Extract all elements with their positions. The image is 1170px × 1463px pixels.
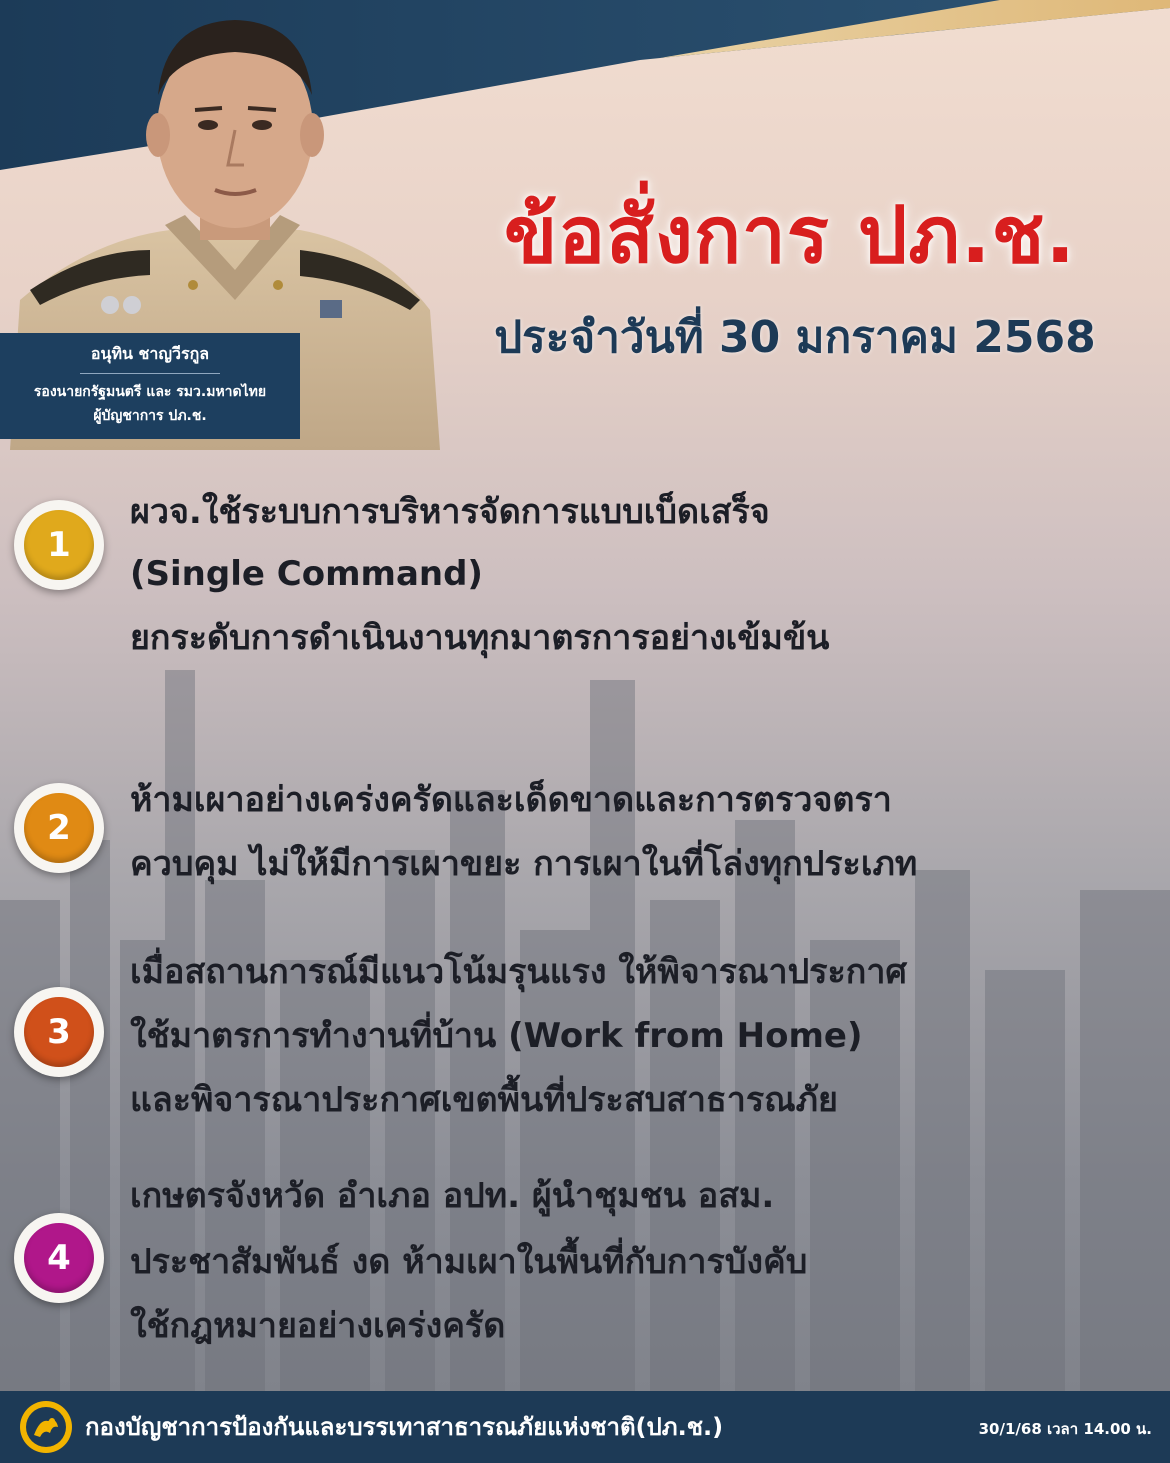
directive-line: และพิจารณาประกาศเขตพื้นที่ประสบสาธารณภัย bbox=[130, 1080, 838, 1120]
page-title: ข้อสั่งการ ปภ.ช. bbox=[503, 191, 1077, 281]
footer-organization: กองบัญชาการป้องกันและบรรเทาสาธารณภัยแห่งชาติ(ปภ.ช.) bbox=[85, 1413, 724, 1441]
official-caption bbox=[0, 333, 300, 439]
directive-line: ผวจ.ใช้ระบบการบริหารจัดการแบบเบ็ดเสร็จ bbox=[130, 492, 770, 532]
directive-line: ควบคุม ไม่ให้มีการเผาขยะ การเผาในที่โล่งทุกประเภท bbox=[130, 844, 918, 884]
footer-timestamp: 30/1/68 เวลา 14.00 น. bbox=[978, 1420, 1152, 1438]
number-badge bbox=[14, 783, 104, 873]
directive-line: ห้ามเผาอย่างเคร่งครัดและเด็ดขาดและการตรวจตรา bbox=[130, 780, 892, 820]
footer-bar bbox=[0, 1391, 1170, 1463]
number-badge bbox=[14, 1213, 104, 1303]
dpm-seal-icon bbox=[18, 1399, 74, 1455]
caption-divider bbox=[80, 373, 220, 374]
badge-number: 4 bbox=[24, 1223, 94, 1293]
official-name: อนุทิน ชาญวีรกูล bbox=[90, 344, 210, 363]
number-badge bbox=[14, 987, 104, 1077]
badge-number: 2 bbox=[24, 793, 94, 863]
directive-line: ประชาสัมพันธ์ งด ห้ามเผาในพื้นที่กับการบังคับ bbox=[130, 1242, 808, 1282]
directive-line: ใช้มาตรการทำงานที่บ้าน (Work from Home) bbox=[130, 1016, 863, 1056]
badge-number: 3 bbox=[24, 997, 94, 1067]
directive-line: (Single Command) bbox=[130, 554, 483, 594]
number-badge bbox=[14, 500, 104, 590]
directive-line: ยกระดับการดำเนินงานทุกมาตรการอย่างเข้มข้น bbox=[130, 618, 830, 658]
directive-line: ใช้กฎหมายอย่างเคร่งครัด bbox=[130, 1306, 506, 1346]
page-subtitle: ประจำวันที่ 30 มกราคม 2568 bbox=[494, 312, 1096, 363]
official-position-1: รองนายกรัฐมนตรี และ รมว.มหาดไทย bbox=[33, 384, 267, 400]
directive-line: เกษตรจังหวัด อำเภอ อปท. ผู้นำชุมชน อสม. bbox=[130, 1176, 775, 1216]
badge-number: 1 bbox=[24, 510, 94, 580]
directive-line: เมื่อสถานการณ์มีแนวโน้มรุนแรง ให้พิจารณาประกาศ bbox=[130, 952, 908, 992]
official-position-2: ผู้บัญชาการ ปภ.ช. bbox=[93, 408, 207, 424]
